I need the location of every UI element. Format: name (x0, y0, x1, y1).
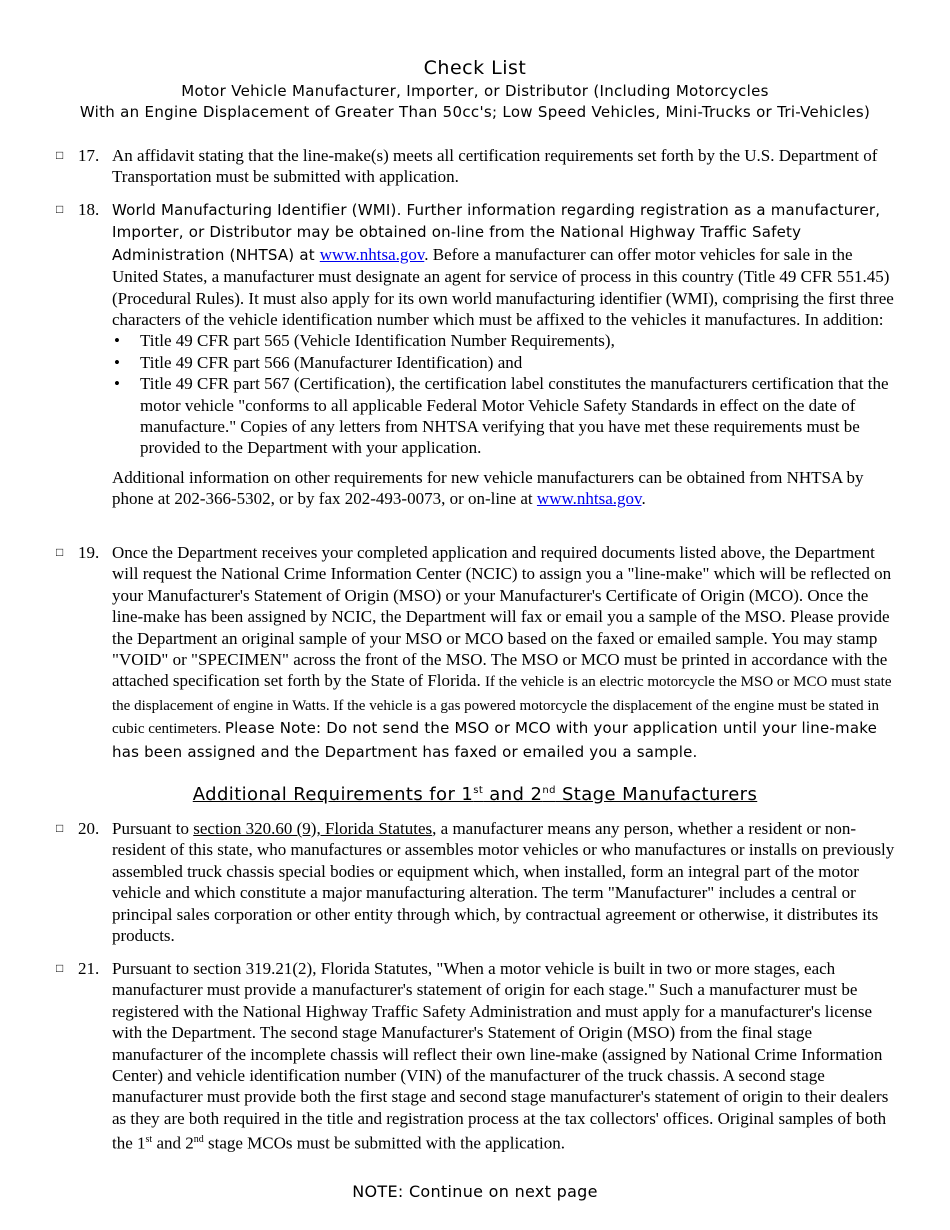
item-text-main: Pursuant to section 319.21(2), Florida Statutes, "When a motor vehicle is built in two or more stages, each manufacturer must provide a manufacturer's statement of origin for each stage." Such a manufacturer must be registered with the National Highway Traffic Safety Administration and must apply for a manufacturer's license with the Department. The second stage Manufacturer's Statement of Origin (MSO) from the final stage manufacturer of the incomplete chassis will reflect their own line-make (assigned by National Crime Information Center) and vehicle identification number (VIN) of the manufacturer of the truck chassis. A second stage manufacturer must provide both the first stage and second stage manufacturer's statement of origin to their dealers as they are both required in the title and registration process at the tax collectors' offices. Original samples of both the 1 (112, 959, 889, 1153)
statute-link[interactable]: section 320.60 (9), Florida Statutes (193, 819, 433, 838)
item-text (112, 818, 902, 946)
item-text-rest: , a manufacturer means any person, whether a resident or non-resident of this state, who manufactures or assembles motor vehicles or who manufactures or installs on previously assembled truck chassis special bodies or equipment which, when installed, form an integral part of the motor vehicle and which constitute a major manufacturing alteration. The term "Manufacturer" includes a central or principal sales corporation or other entity through which, by contractual agreement or otherwise, it distributes its products. (112, 819, 895, 946)
checkbox-18[interactable]: □ (56, 202, 64, 216)
item-text (112, 958, 902, 1154)
item-body (112, 199, 902, 510)
item-number: 17. (78, 146, 100, 165)
subheading-part: and 2 (483, 784, 543, 805)
page-subtitle-line1: Motor Vehicle Manufacturer, Importer, or Distributor (Including Motorcycles (181, 82, 769, 100)
item-prefix: Pursuant to (112, 819, 194, 838)
page-title: Check List (423, 57, 527, 79)
wmi-intro: World Manufacturing Identifier (WMI). Further information regarding registration as a manufacturer, Importer, or Distributor may be obtained on-line from the National Highway Traffic Safety Administration (NHTSA) at (112, 201, 881, 264)
item-text-displacement: If the vehicle is an electric motorcycle the MSO or MCO must state the displacement of engine in Watts. If the vehicle is a gas powered motorcycle the displacement of the engine must be stated in cubic centimeters. (112, 674, 892, 738)
list-item: • Title 49 CFR part 566 (Manufacturer Identification) and (112, 352, 902, 373)
subheading-part: Additional Requirements for 1 (192, 784, 474, 805)
wmi-text: . Before a manufacturer can offer motor vehicles for sale in the United States, a manufacturer must designate an agent for service of process in this country (Title 49 CFR 551.45) (Procedural Rules). It must also apply for its own world manufacturing identifier (WMI), comprising the first three characters of the vehicle identification number which must be affixed to the vehicles it manufactures. In addition: (112, 244, 894, 330)
item-text-mid: and 2 (152, 1133, 194, 1153)
item-number: 21. (78, 959, 100, 978)
item-number: 19. (78, 543, 100, 562)
item-text-main: Once the Department receives your completed application and required documents listed above, the Department will request the National Crime Information Center (NCIC) to assign you a "line-make" which will be reflected on your Manufacturer's Statement of Origin (MSO) or your Manufacturer's Certificate of Origin (MCO). Once the line-make has been assigned by NCIC, the Department will fax or email you a sample of the MSO. Please provide the Department an original sample of your MSO or MCO based on the faxed or emailed sample. You may stamp "VOID" or "SPECIMEN" across the front of the MSO. The MSO or MCO must be printed in accordance with the attached specification set forth by the State of Florida. (112, 543, 892, 691)
list-item: • Title 49 CFR part 567 (Certification), the certification label constitutes the manufacturers certification that the motor vehicle "conforms to all applicable Federal Motor Vehicle Safety Standards in effect on the date of manufacture." Copies of any letters from NHTSA verifying that you have met these requirements must be provided to the Department with your application. (112, 373, 902, 459)
checkbox-17[interactable]: □ (56, 148, 64, 162)
nhtsa-link-2[interactable]: www.nhtsa.gov (536, 489, 642, 509)
additional-info-end: . (641, 489, 646, 509)
item-text-note: Please Note: Do not send the MSO or MCO with your application until your line-make has been assigned and the Department has faxed or emailed you a sample. (112, 719, 878, 761)
checkbox-19[interactable]: □ (56, 545, 64, 559)
item-number: 20. (78, 819, 100, 838)
additional-info-text: Additional information on other requirements for new vehicle manufacturers can be obtained from NHTSA by phone at 202-366-5302, or by fax 202-493-0073, or on-line at (112, 467, 864, 509)
additional-info (112, 467, 902, 510)
nhtsa-link[interactable]: www.nhtsa.gov (319, 244, 425, 264)
subheading-sup: st (473, 785, 484, 796)
item-paragraph (112, 199, 902, 330)
item-text (112, 542, 902, 763)
checkbox-21[interactable]: □ (56, 961, 64, 975)
cfr-list (112, 330, 902, 458)
item-sup: st (145, 1134, 153, 1146)
item-text-end: stage MCOs must be submitted with the application. (203, 1133, 565, 1153)
item-text: An affidavit stating that the line-make(s) meets all certification requirements set forth by the U.S. Department of Transportation must be submitted with application. (112, 146, 878, 187)
checkbox-20[interactable]: □ (56, 821, 64, 835)
list-item: • Title 49 CFR part 565 (Vehicle Identification Number Requirements), (112, 330, 902, 351)
item-sup: nd (193, 1134, 204, 1146)
item-number: 18. (78, 200, 100, 219)
subheading-part: Stage Manufacturers (555, 784, 758, 805)
section-subheading (0, 784, 950, 805)
footer-note: NOTE: Continue on next page (352, 1182, 598, 1201)
page-subtitle-line2: With an Engine Displacement of Greater Than 50cc's; Low Speed Vehicles, Mini-Trucks or Tri-Vehicles) (79, 103, 871, 121)
subheading-sup: nd (542, 785, 556, 796)
